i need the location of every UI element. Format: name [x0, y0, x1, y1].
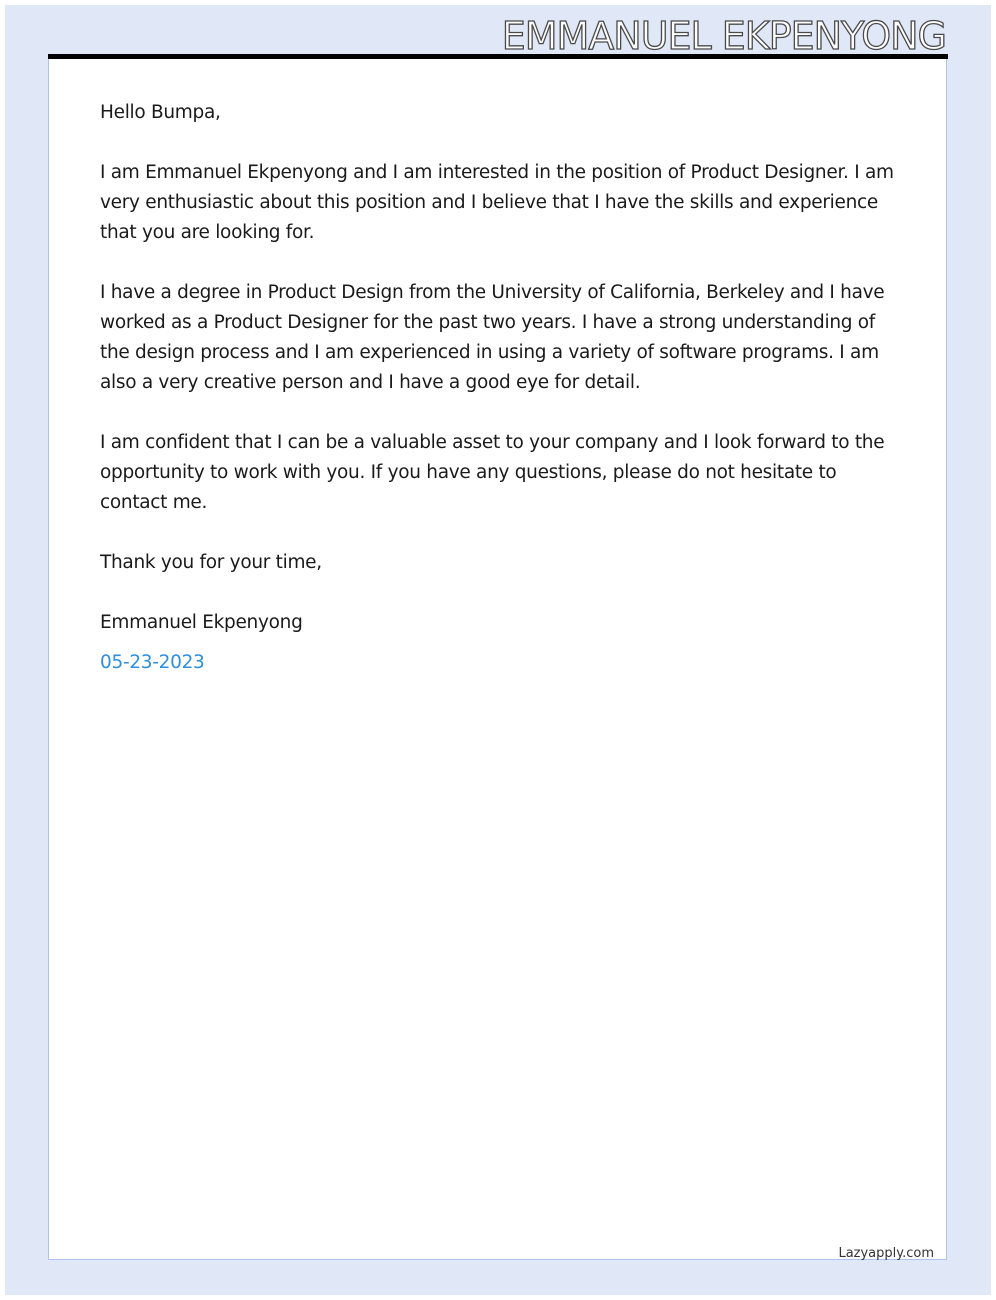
letter-signature: Emmanuel Ekpenyong [100, 612, 303, 633]
applicant-name-header: EMMANUEL EKPENYONG [501, 14, 946, 58]
letter-date: 05-23-2023 [100, 652, 205, 673]
letter-paragraph-intro: I am Emmanuel Ekpenyong and I am interested in the position of Product Designer. I am very enthusiastic about this position and I believe that I have the skills and experience that you are looking for. [100, 162, 894, 243]
letter-greeting: Hello Bumpa, [100, 102, 221, 123]
cover-letter-body [100, 98, 900, 708]
footer-brand-link[interactable]: Lazyapply.com [838, 1246, 934, 1261]
letter-closing-line: Thank you for your time, [100, 552, 322, 573]
letter-paragraph-experience: I have a degree in Product Design from the University of California, Berkeley and I have worked as a Product Designer for the past two years. I have a strong understanding of the design process and I am experienced in using a variety of software programs. I am also a very creative person and I have a good eye for detail. [100, 282, 885, 393]
letter-paragraph-closing: I am confident that I can be a valuable asset to your company and I look forward to the opportunity to work with you. If you have any questions, please do not hesitate to contact me. [100, 432, 885, 513]
